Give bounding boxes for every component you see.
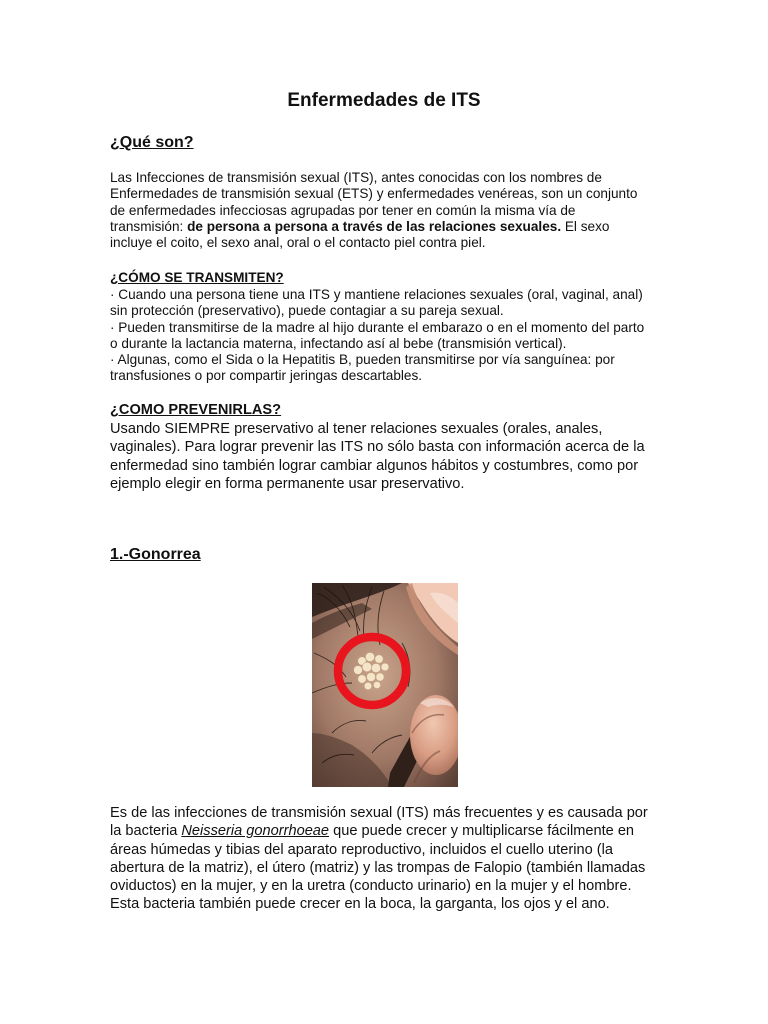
list-item: · Algunas, como el Sida o la Hepatitis B, pueden transmitirse por vía sanguínea: por transfusiones o por compartir jeringas descartables.	[110, 352, 615, 384]
heading-como-se-transmiten: ¿CÓMO SE TRANSMITEN?	[110, 270, 284, 285]
heading-como-prevenirlas: ¿COMO PREVENIRLAS?	[110, 402, 282, 418]
bacteria-name: Neisseria gonorrhoeae	[181, 823, 330, 840]
heading-que-son: ¿Qué son?	[110, 134, 194, 151]
paragraph-que-son	[110, 170, 650, 251]
list-item: · Pueden transmitirse de la madre al hijo durante el embarazo o en el momento del parto o durante la lactancia materna, infectando así al bebe (transmisión vertical).	[110, 319, 645, 351]
intro-text: Las Infecciones de transmisión sexual (ITS), antes conocidas con los nombres de Enfermedades de transmisión sexual (ETS) y enfermedades venéreas, son un conjunto de enfermedades infecciosas agrupadas por tener en común la misma vía de transmisión:	[110, 170, 638, 234]
document-title: Enfermedades de ITS	[287, 90, 481, 111]
clinical-photo	[312, 583, 458, 787]
gonorrea-text: Es de las infecciones de transmisión sexual (ITS) más frecuentes y es causada por la bacteria	[110, 805, 648, 840]
list-item: · Cuando una persona tiene una ITS y mantiene relaciones sexuales (oral, vaginal, anal) sin protección (preservativo), puede contagiar a su pareja sexual.	[110, 287, 643, 319]
intro-text-end: El sexo incluye el coito, el sexo anal, oral o el contacto piel contra piel.	[110, 218, 610, 251]
paragraph-prevencion: Usando SIEMPRE preservativo al tener relaciones sexuales (orales, anales, vaginales). Para lograr prevenir las ITS no sólo basta con información acerca de la enfermedad sino también lograr cambiar algunos hábitos y costumbres, como por ejemplo elegir en forma permanente usar preservativo.	[110, 421, 645, 492]
intro-bold-text: de persona a persona a través de las relaciones sexuales.	[187, 218, 562, 234]
gonorrea-text-end: que puede crecer y multiplicarse fácilmente en áreas húmedas y tibias del aparato reproductivo, incluidos el cuello uterino (la abertura de la matriz), el útero (matriz) y las trompas de Falopio (también llamadas oviductos) en la mujer, y en la uretra (conducto urinario) en la mujer y el hombre. Esta bacteria también puede crecer en la boca, la garganta, los ojos y el ano.	[110, 823, 646, 913]
heading-gonorrea: 1.-Gonorrea	[110, 546, 201, 563]
clinical-photo-graphic	[312, 583, 458, 787]
list-transmision	[110, 287, 650, 385]
paragraph-gonorrea	[110, 804, 650, 914]
